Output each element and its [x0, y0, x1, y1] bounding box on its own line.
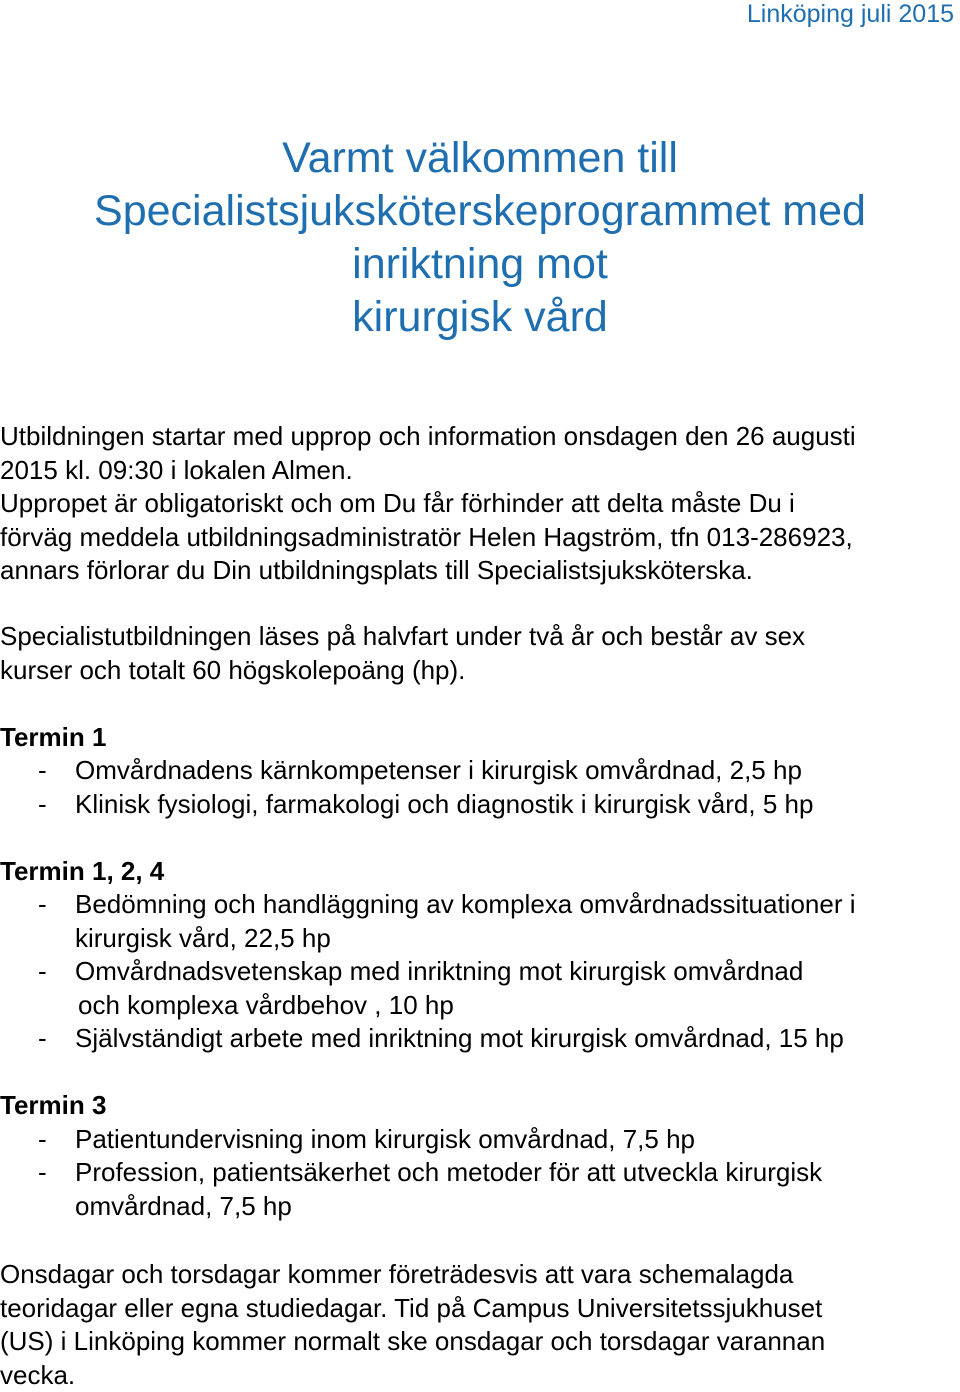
list-dash: -: [0, 754, 75, 788]
intro-line: Utbildningen startar med upprop och information onsdagen den 26 augusti: [0, 420, 960, 454]
course-text: Bedömning och handläggning av komplexa omvårdnadssituationer i: [75, 888, 856, 922]
structure-line: kurser och totalt 60 högskolepoäng (hp).: [0, 654, 960, 688]
schedule-paragraph: [0, 1258, 960, 1392]
document-date: Linköping juli 2015: [554, 0, 954, 29]
course-text: Profession, patientsäkerhet och metoder för att utveckla kirurgisk: [75, 1156, 822, 1190]
intro-paragraph: [0, 420, 960, 588]
structure-line: Specialistutbildningen läses på halvfart under två år och består av sex: [0, 620, 960, 654]
course-item: [0, 955, 960, 989]
course-item: [0, 788, 960, 822]
footer-line: vecka.: [0, 1359, 960, 1392]
welcome-title: [0, 132, 960, 344]
course-item: [0, 888, 960, 922]
list-dash: -: [0, 888, 75, 922]
course-text: Omvårdnadsvetenskap med inriktning mot kirurgisk omvårdnad: [75, 955, 803, 989]
list-dash: -: [0, 955, 75, 989]
program-structure: [0, 620, 960, 1223]
list-dash: -: [0, 1156, 75, 1190]
course-text-continued: och komplexa vårdbehov , 10 hp: [0, 989, 960, 1023]
course-text: Klinisk fysiologi, farmakologi och diagnostik i kirurgisk vård, 5 hp: [75, 788, 813, 822]
intro-line: förväg meddela utbildningsadministratör Helen Hagström, tfn 013-286923,: [0, 521, 960, 555]
footer-line: (US) i Linköping kommer normalt ske onsdagar och torsdagar varannan: [0, 1325, 960, 1359]
course-item: [0, 1022, 960, 1056]
term-section: [0, 855, 960, 1056]
course-text-continued: kirurgisk vård, 22,5 hp: [0, 922, 960, 956]
term-section: [0, 721, 960, 822]
title-line: inriktning mot: [0, 238, 960, 291]
course-item: [0, 1156, 960, 1190]
term-heading: Termin 1, 2, 4: [0, 855, 960, 889]
course-text: Patientundervisning inom kirurgisk omvårdnad, 7,5 hp: [75, 1123, 695, 1157]
intro-line: Uppropet är obligatoriskt och om Du får förhinder att delta måste Du i: [0, 487, 960, 521]
footer-line: Onsdagar och torsdagar kommer företrädesvis att vara schemalagda: [0, 1258, 960, 1292]
course-item: [0, 754, 960, 788]
term-section: [0, 1089, 960, 1223]
intro-line: annars förlorar du Din utbildningsplats till Specialistsjuksköterska.: [0, 554, 960, 588]
course-item: [0, 1123, 960, 1157]
course-text: Självständigt arbete med inriktning mot kirurgisk omvårdnad, 15 hp: [75, 1022, 844, 1056]
course-text: Omvårdnadens kärnkompetenser i kirurgisk omvårdnad, 2,5 hp: [75, 754, 802, 788]
term-heading: Termin 3: [0, 1089, 960, 1123]
title-line: Varmt välkommen till: [0, 132, 960, 185]
list-dash: -: [0, 1123, 75, 1157]
intro-line: 2015 kl. 09:30 i lokalen Almen.: [0, 454, 960, 488]
list-dash: -: [0, 788, 75, 822]
title-line: kirurgisk vård: [0, 291, 960, 344]
term-heading: Termin 1: [0, 721, 960, 755]
title-line: Specialistsjuksköterskeprogrammet med: [0, 185, 960, 238]
footer-line: teoridagar eller egna studiedagar. Tid på Campus Universitetssjukhuset: [0, 1292, 960, 1326]
course-text-continued: omvårdnad, 7,5 hp: [0, 1190, 960, 1224]
list-dash: -: [0, 1022, 75, 1056]
